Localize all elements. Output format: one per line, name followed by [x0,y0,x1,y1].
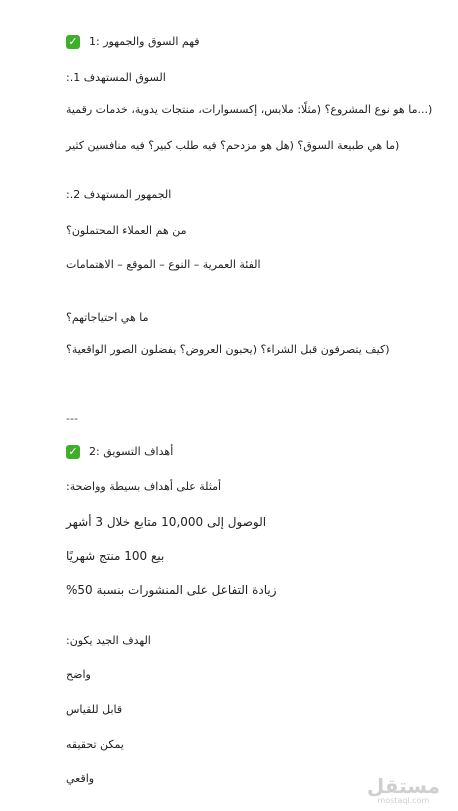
goal-followers [66,515,266,529]
subsection-target-market-title [66,71,166,85]
question-market-nature-text: (ما هي طبيعة السوق؟ (هل هو مزدحم؟ فيه طلب كبير؟ فيه منافسين كثير [66,139,400,152]
subsection-target-market-text: السوق المستهدف 1.: [66,71,166,84]
trait-measurable-text: قابل للقياس [66,703,123,716]
watermark-logo-text: مستقل [366,774,440,798]
section-divider: --- [66,412,78,425]
question-potential-customers [66,224,186,238]
subsection-target-audience-text: الجمهور المستهدف 2.: [66,188,172,201]
trait-achievable-text: يمكن تحقيقه [66,738,124,751]
question-project-type-text: (...ما هو نوع المشروع؟ (مثلًا: ملابس، إكسسوارات، منتجات يدوية، خدمات رقمية [66,103,433,116]
trait-clear [66,668,91,682]
question-needs [66,311,149,325]
subsection-target-audience-title [66,188,171,202]
goal-sales-text: بيع 100 منتج شهريًا [66,549,165,563]
good-goal-title-text: الهدف الجيد يكون: [66,634,151,647]
question-buying-behavior-text: (كيف يتصرفون قبل الشراء؟ (يحبون العروض؟ يفضلون الصور الواقعية؟ [66,343,390,356]
trait-realistic [66,772,94,786]
goal-sales [66,549,164,563]
trait-measurable [66,703,122,717]
section-1-heading [66,35,200,49]
goal-engagement [66,583,277,597]
mostaql-watermark [367,776,440,805]
check-mark-icon: ✓ [66,35,80,49]
audience-attributes-text: الفئة العمرية – النوع – الموقع – الاهتمامات [66,258,261,271]
question-buying-behavior [66,343,390,357]
section-2-heading-text: أهداف التسويق :2 [89,445,174,458]
question-market-nature [66,139,399,153]
audience-attributes [66,258,261,272]
question-needs-text: ما هي احتياجاتهم؟ [66,311,149,324]
check-mark-icon: ✓ [66,445,80,459]
goal-examples-title [66,480,221,494]
goal-engagement-text: زيادة التفاعل على المنشورات بنسبة 50% [66,583,277,597]
section-1-heading-text: فهم السوق والجمهور :1 [89,35,200,48]
goal-examples-title-text: أمثلة على أهداف بسيطة وواضحة: [66,480,222,493]
section-2-heading [66,445,173,459]
question-project-type [66,103,432,117]
trait-achievable [66,738,124,752]
goal-followers-text: الوصول إلى 10,000 متابع خلال 3 أشهر [66,515,267,529]
trait-clear-text: واضح [66,668,91,681]
question-potential-customers-text: من هم العملاء المحتملون؟ [66,224,187,237]
watermark-url: mostaql.com [377,796,430,805]
trait-realistic-text: واقعي [66,772,95,785]
good-goal-title [66,634,151,648]
